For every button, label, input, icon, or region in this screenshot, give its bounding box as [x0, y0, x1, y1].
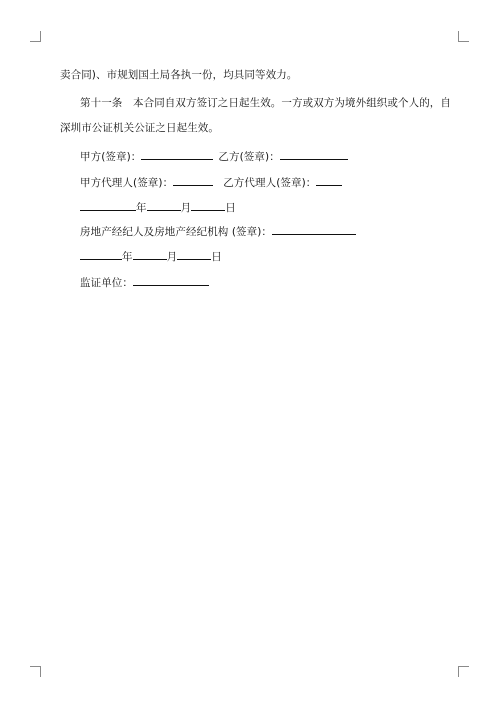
crop-mark-bottom-right [458, 666, 469, 677]
year-label-2: 年 [122, 251, 133, 263]
year-label: 年 [136, 202, 147, 214]
month-label: 月 [180, 202, 192, 214]
crop-mark-bottom-left [30, 666, 41, 677]
date-row-1 [80, 199, 236, 215]
day-label-2: 日 [211, 251, 222, 263]
party-b-sign-label: 乙方(签章)： [218, 151, 280, 163]
party-a-agent-blank [173, 174, 213, 186]
witness-unit-row [80, 274, 209, 290]
crop-mark-top-right [458, 31, 469, 42]
crop-mark-top-left [30, 31, 41, 42]
day-blank-2 [177, 248, 211, 260]
witness-unit-blank [133, 274, 209, 286]
broker-signature-row [80, 223, 356, 239]
article-11-line-1: 第十一条 本合同自双方签订之日起生效。一方或双方为境外组织或个人的，自 [80, 97, 451, 109]
day-blank [191, 199, 225, 211]
year-blank [80, 199, 136, 211]
party-b-agent-blank [316, 174, 342, 186]
party-b-agent-label: 乙方代理人(签章)： [223, 177, 317, 189]
article-11-line-2: 深圳市公证机关公证之日起生效。 [60, 122, 219, 134]
year-blank-2 [80, 248, 122, 260]
party-b-sign-blank [280, 148, 348, 160]
party-signature-row [80, 148, 348, 164]
party-a-sign-label: 甲方(签章)： [80, 151, 142, 163]
party-a-agent-label: 甲方代理人(签章)： [80, 177, 174, 189]
witness-unit-label: 监证单位： [80, 277, 133, 289]
broker-sign-blank [272, 223, 356, 235]
month-label-2: 月 [166, 251, 178, 263]
month-blank-2 [133, 248, 167, 260]
broker-sign-label: 房地产经纪人及房地产经纪机构 (签章)： [80, 226, 273, 238]
paragraph-continuation: 卖合同)、市规划国土局各执一份，均具同等效力。 [60, 69, 298, 81]
day-label: 日 [225, 202, 236, 214]
agent-signature-row [80, 174, 342, 190]
party-a-sign-blank [141, 148, 213, 160]
month-blank [147, 199, 181, 211]
date-row-2 [80, 248, 222, 264]
